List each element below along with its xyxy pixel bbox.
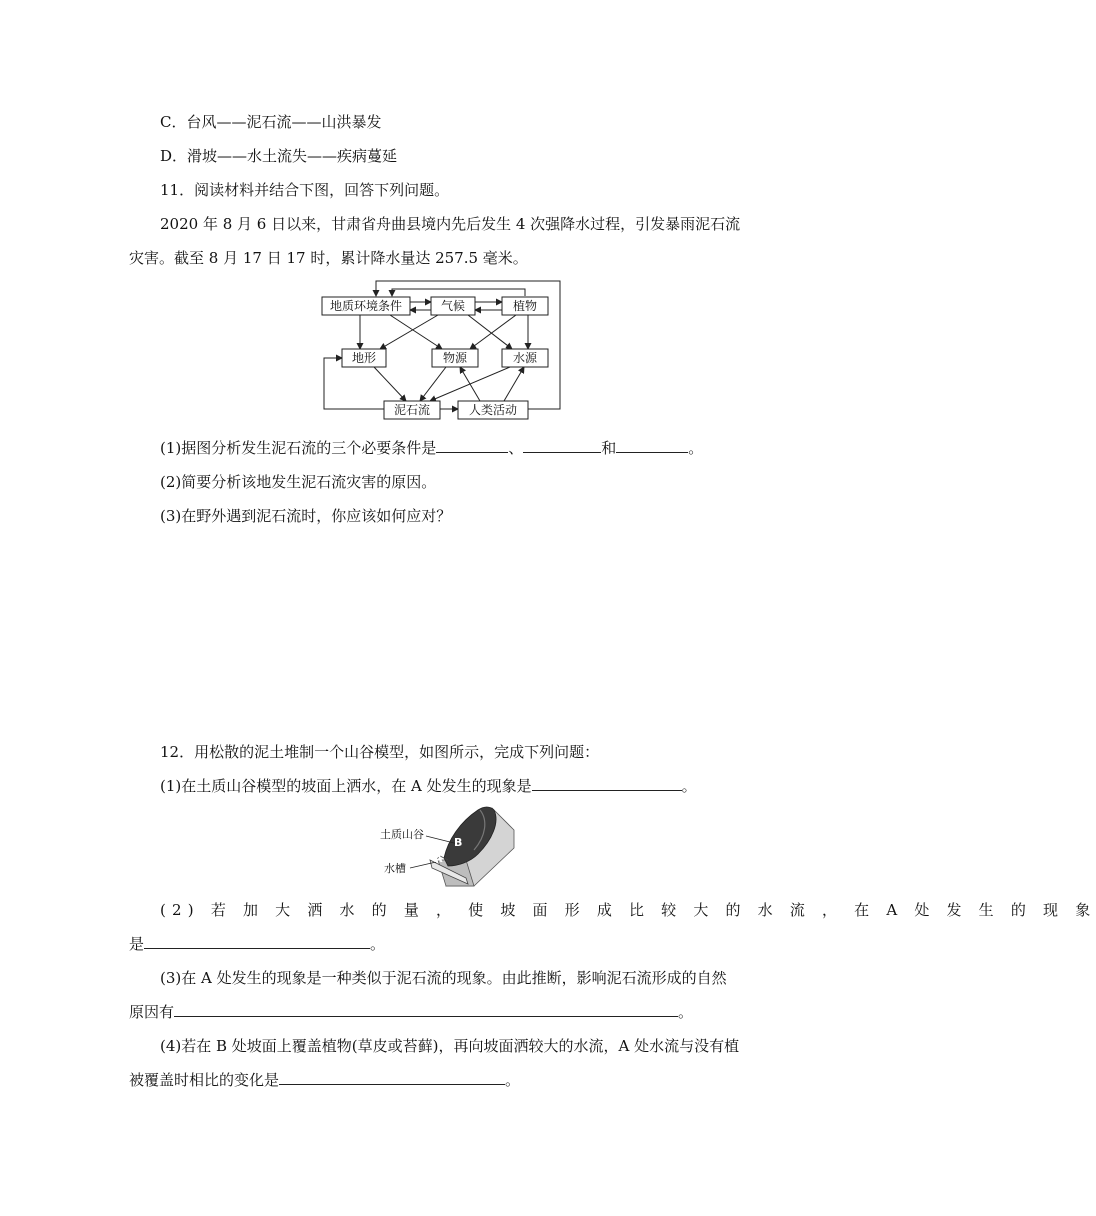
label-water-trough: 水槽: [384, 862, 406, 875]
soil-valley-model-figure: [374, 800, 520, 892]
q11-material-line1: 2020 年 8 月 6 日以来，甘肃省舟曲县境内先后发生 4 次强降水过程，引发暴雨泥石流: [160, 215, 741, 233]
label-human-activity: 人类活动: [468, 403, 518, 417]
q12-sub4-prefix: 被覆盖时相比的变化是: [129, 1071, 280, 1089]
label-a: A: [434, 852, 443, 865]
q11-sub1-prefix: (1)据图分析发生泥石流的三个必要条件是: [160, 439, 437, 457]
q12-sub4-line2: [129, 1070, 520, 1090]
q12-stem: 12．用松散的泥土堆制一个山谷模型，如图所示，完成下列问题：: [160, 743, 600, 761]
q12-sub4-line1: (4)若在 B 处坡面上覆盖植物(草皮或苔藓)，再向坡面洒较大的水流，A 处水流与没有植: [160, 1037, 740, 1055]
q12-sub4-end: 。: [505, 1071, 521, 1089]
answer-blank[interactable]: [279, 1070, 505, 1085]
q11-sub1-end: 。: [688, 439, 704, 457]
label-soil-valley: 土质山谷: [380, 828, 424, 841]
label-geology: 地质环境条件: [329, 299, 403, 313]
q11-sub2: (2)简要分析该地发生泥石流灾害的原因。: [160, 473, 437, 491]
label-terrain: 地形: [351, 351, 377, 365]
q12-sub1-prefix: (1)在土质山谷模型的坡面上洒水，在 A 处发生的现象是: [160, 777, 532, 795]
q11-sub1-sep: 和: [601, 439, 617, 457]
q11-material-line2: 灾害。截至 8 月 17 日 17 时，累计降水量达 257.5 毫米。: [129, 249, 528, 267]
option-c: C．台风——泥石流——山洪暴发: [160, 113, 382, 131]
answer-blank[interactable]: [174, 1002, 678, 1017]
answer-blank[interactable]: [532, 776, 682, 791]
q11-sub3: (3)在野外遇到泥石流时，你应该如何应对？: [160, 507, 452, 525]
q12-sub1-end: 。: [681, 777, 697, 795]
label-b: B: [454, 836, 463, 849]
q12-sub2-line1: (2) 若 加 大 洒 水 的 量 ， 使 坡 面 形 成 比 较 大 的 水 流 ， 在 A 处 发 生 的 现 象: [160, 901, 1096, 919]
answer-blank[interactable]: [436, 438, 508, 453]
q12-sub3-end: 。: [678, 1003, 694, 1021]
q11-stem: 11．阅读材料并结合下图，回答下列问题。: [160, 181, 450, 199]
q11-sub1: [160, 438, 703, 458]
answer-blank[interactable]: [144, 934, 370, 949]
q12-sub2-end: 。: [370, 935, 386, 953]
q12-sub3-line1: (3)在 A 处发生的现象是一种类似于泥石流的现象。由此推断，影响泥石流形成的自然: [160, 969, 727, 987]
label-water: 水源: [512, 351, 538, 365]
q12-sub3-prefix: 原因有: [129, 1003, 175, 1021]
answer-blank[interactable]: [616, 438, 688, 453]
label-vegetation: 植物: [512, 299, 538, 313]
answer-blank[interactable]: [523, 438, 601, 453]
label-material: 物源: [442, 351, 468, 365]
debris-flow-factor-diagram: [320, 279, 564, 421]
q12-sub1: [160, 776, 697, 796]
label-debris-flow: 泥石流: [393, 403, 431, 417]
label-climate: 气候: [440, 299, 466, 313]
q12-sub3-line2: [129, 1002, 693, 1022]
q12-sub2-prefix: 是: [129, 935, 145, 953]
option-d: D．滑坡——水土流失——疾病蔓延: [160, 147, 398, 165]
q12-sub2-line2: [129, 934, 385, 954]
q11-sub1-sep: 、: [508, 439, 524, 457]
